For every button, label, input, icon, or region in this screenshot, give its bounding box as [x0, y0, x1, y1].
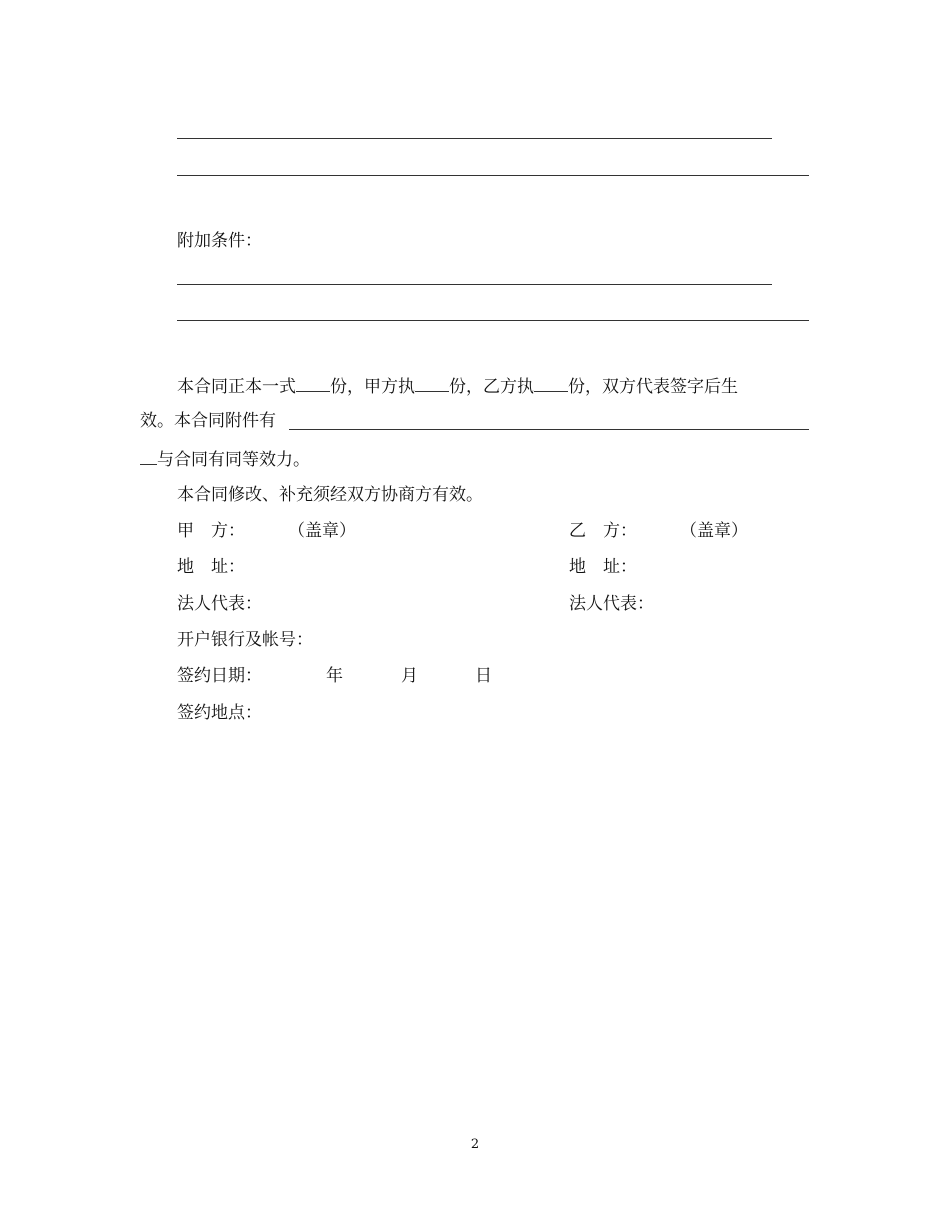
blank-line	[289, 429, 809, 430]
page-number: 2	[470, 1137, 480, 1152]
copies-text-1: 本合同正本一式	[177, 377, 296, 397]
sign-date-year: 年	[326, 666, 343, 686]
copies-text-4: 份，双方代表签字后生	[568, 377, 738, 397]
copies-line-3	[140, 448, 310, 470]
party-a-legal-rep-label: 法人代表：	[177, 594, 262, 614]
blank-line	[177, 175, 809, 176]
attachment-text: 效。本合同附件有	[140, 411, 276, 431]
blank-field	[296, 375, 330, 392]
additional-conditions-label: 附加条件：	[177, 231, 262, 251]
copies-line-1	[177, 375, 738, 397]
sign-date-day: 日	[475, 666, 492, 686]
party-b-legal-rep-label: 法人代表：	[569, 594, 654, 614]
party-b-label: 乙 方：	[569, 521, 637, 541]
sign-date-label: 签约日期：	[177, 666, 262, 686]
blank-line	[177, 320, 809, 321]
blank-line	[177, 138, 772, 139]
party-a-seal: （盖章）	[288, 521, 356, 541]
amendment-clause: 本合同修改、补充须经双方协商方有效。	[177, 485, 483, 505]
blank-field	[415, 375, 449, 392]
bank-account-label: 开户银行及帐号：	[177, 630, 313, 650]
blank-field	[534, 375, 568, 392]
sign-place-label: 签约地点：	[177, 703, 262, 723]
party-b-seal: （盖章）	[680, 521, 748, 541]
copies-text-3: 份，乙方执	[449, 377, 534, 397]
copies-text-2: 份，甲方执	[330, 377, 415, 397]
party-a-address-label: 地 址：	[177, 557, 245, 577]
party-b-address-label: 地 址：	[569, 557, 637, 577]
copies-line-2	[140, 411, 276, 431]
equal-effect-text: 与合同有同等效力。	[157, 450, 310, 470]
sign-date-month: 月	[401, 666, 418, 686]
party-a-label: 甲 方：	[177, 521, 245, 541]
blank-line	[177, 284, 772, 285]
blank-field	[140, 448, 157, 465]
